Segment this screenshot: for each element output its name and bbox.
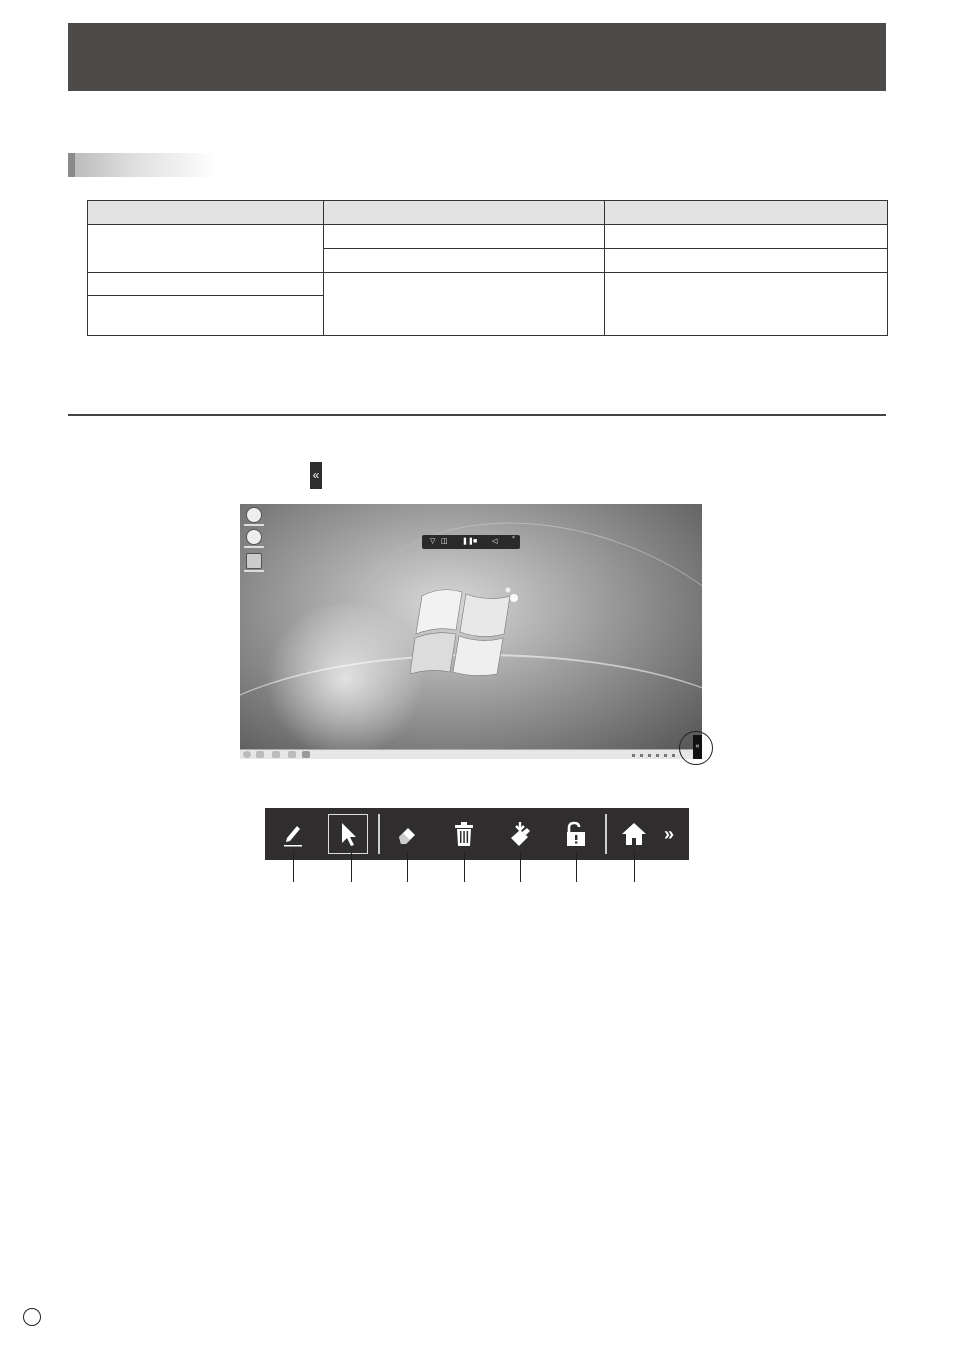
callout-line xyxy=(576,852,577,882)
taskbar-app-button[interactable] xyxy=(288,751,296,758)
save-button[interactable] xyxy=(500,814,540,854)
table-header-row xyxy=(88,201,888,225)
start-button[interactable] xyxy=(243,751,251,758)
home-button[interactable] xyxy=(614,814,654,854)
desktop-app-icon[interactable] xyxy=(246,507,262,523)
eraser-icon xyxy=(395,822,419,846)
usb-download-icon xyxy=(508,821,532,847)
table-cell xyxy=(324,249,605,273)
tray-icon[interactable] xyxy=(672,754,675,757)
volume-icon[interactable]: ◁ xyxy=(492,538,498,545)
desktop-screenshot xyxy=(240,504,702,759)
toolbar-separator xyxy=(378,814,380,854)
callout-line xyxy=(293,852,294,882)
table-header-cell xyxy=(88,201,324,225)
clear-button[interactable] xyxy=(444,814,484,854)
cursor-arrow-icon xyxy=(337,821,359,847)
table-cell xyxy=(605,273,888,336)
pencil-icon xyxy=(282,821,304,847)
toolbar-separator xyxy=(605,814,607,854)
info-table xyxy=(87,200,888,336)
taskbar xyxy=(240,749,702,759)
chapter-header-bar xyxy=(68,23,886,91)
desktop-icon-label xyxy=(244,546,264,548)
desktop-icon-label xyxy=(244,524,264,526)
callout-line xyxy=(634,852,635,882)
table-cell xyxy=(605,249,888,273)
unlock-icon xyxy=(563,821,587,847)
section-heading-tab xyxy=(68,153,216,177)
stop-icon[interactable]: ■ xyxy=(473,538,478,545)
table-header-cell xyxy=(605,201,888,225)
page-language-circle xyxy=(23,1308,41,1326)
close-icon[interactable]: × xyxy=(512,535,515,541)
taskbar-app-button[interactable] xyxy=(272,751,280,758)
launcher-highlight-circle xyxy=(679,731,713,765)
wifi-icon[interactable]: ▽ xyxy=(430,538,436,545)
callout-line xyxy=(464,852,465,882)
pen-software-toolbar xyxy=(265,808,689,860)
callout-line xyxy=(351,852,352,882)
home-icon xyxy=(621,821,647,847)
table-row xyxy=(88,225,888,249)
lock-button[interactable] xyxy=(555,814,595,854)
windows-logo xyxy=(410,578,520,676)
taskbar-app-button[interactable] xyxy=(302,751,310,758)
taskbar-app-button[interactable] xyxy=(256,751,264,758)
launcher-button[interactable]: « xyxy=(693,735,702,759)
pen-button[interactable] xyxy=(273,814,313,854)
callout-line xyxy=(520,852,521,882)
select-button[interactable] xyxy=(328,814,368,854)
table-cell xyxy=(324,225,605,249)
table-cell xyxy=(88,273,324,296)
tray-icon[interactable] xyxy=(632,754,635,757)
media-control-bar[interactable] xyxy=(422,535,520,549)
screen-icon[interactable]: ◫ xyxy=(441,538,448,545)
launcher-button-icon: « xyxy=(310,462,322,489)
table-cell xyxy=(88,296,324,336)
recycle-bin-icon[interactable] xyxy=(246,553,262,569)
table-row xyxy=(88,273,888,296)
table-header-cell xyxy=(324,201,605,225)
tray-icon[interactable] xyxy=(664,754,667,757)
section-divider xyxy=(68,414,886,416)
table-cell xyxy=(324,273,605,336)
pause-icon[interactable]: ❚❚ xyxy=(462,538,474,545)
double-chevron-right-icon: » xyxy=(663,823,674,844)
trash-icon xyxy=(453,821,475,847)
desktop-app-icon[interactable] xyxy=(246,529,262,545)
eraser-button[interactable] xyxy=(387,814,427,854)
tray-icon[interactable] xyxy=(656,754,659,757)
expand-button[interactable] xyxy=(654,814,684,854)
table-cell xyxy=(88,225,324,273)
desktop-icon-label xyxy=(244,570,264,572)
tray-icon[interactable] xyxy=(648,754,651,757)
tray-icon[interactable] xyxy=(640,754,643,757)
callout-line xyxy=(407,852,408,882)
table-cell xyxy=(605,225,888,249)
